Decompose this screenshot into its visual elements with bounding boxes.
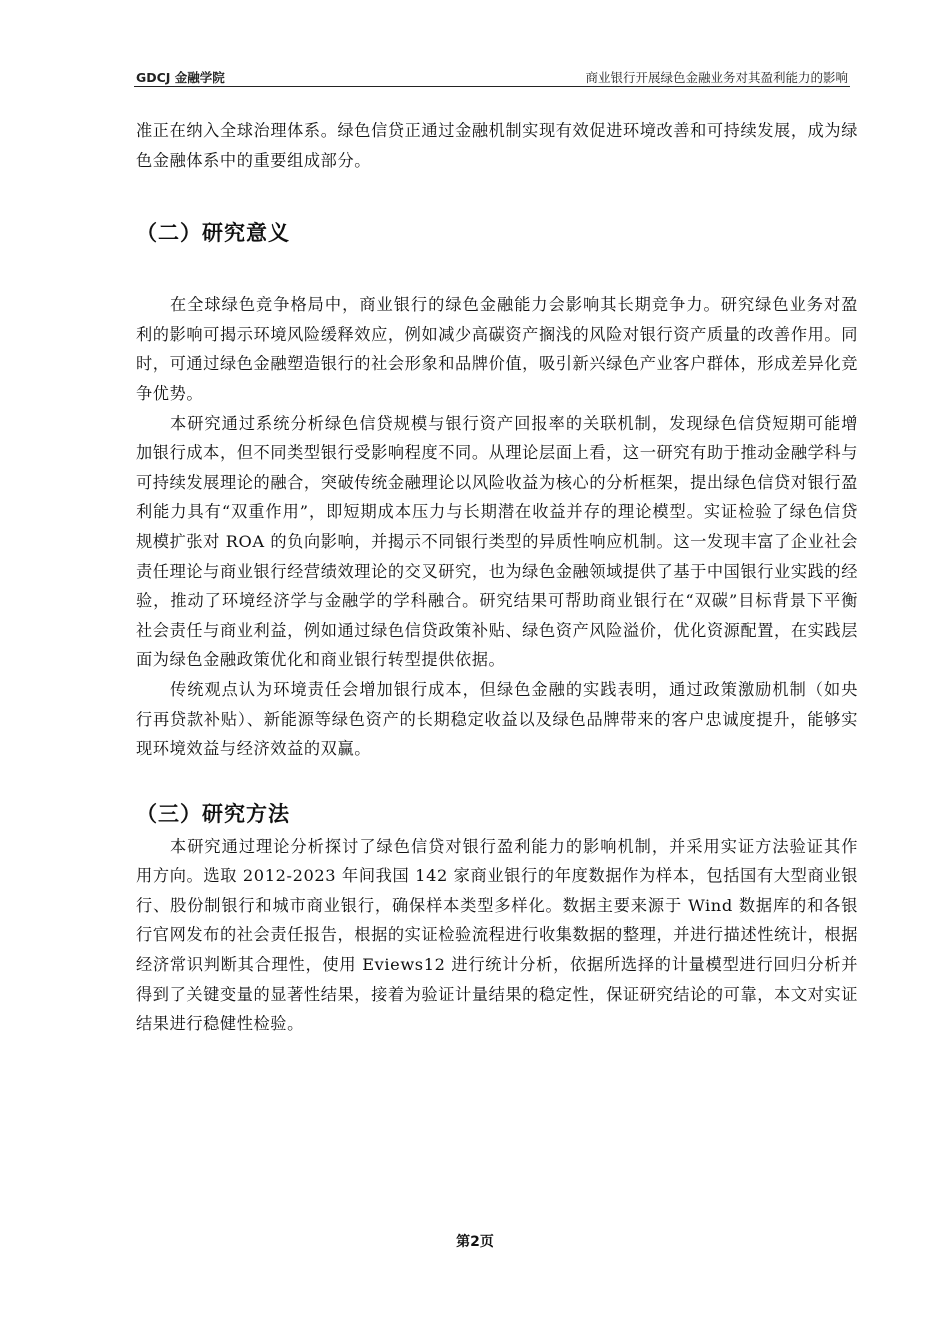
section-heading-methods: （三）研究方法: [136, 801, 290, 826]
significance-paragraph-3: 传统观点认为环境责任会增加银行成本，但绿色金融的实践表明，通过政策激励机制（如央行再贷款补贴）、新能源等绿色资产的长期稳定收益以及绿色品牌带来的客户忠诚度提升，能够实现环境效益与经济效益的双赢。: [136, 679, 858, 759]
section-heading-significance: （二）研究意义: [136, 221, 290, 246]
page-body: [136, 116, 858, 1039]
methods-paragraph-1: 本研究通过理论分析探讨了绿色信贷对银行盈利能力的影响机制，并采用实证方法验证其作用方向。选取 2012-2023 年间我国 142 家商业银行的年度数据作为样本，包括国有大型商业银行、股份制银行和城市商业银行，确保样本类型多样化。数据主要来源于 Wind 数据库的和各银行官网发布的社会责任报告，根据的实证检验流程进行收集数据的整理，并进行描述性统计，根据经济常识判断其合理性，使用 Eviews12 进行统计分析，依据所选择的计量模型进行回归分析并得到了关键变量的显著性结果，接着为验证计量结果的稳定性，保证研究结论的可靠，本文对实证结果进行稳健性检验。: [136, 836, 858, 1034]
header-thesis-title: 商业银行开展绿色金融业务对其盈利能力的影响: [585, 70, 848, 85]
intro-paragraph: 准正在纳入全球治理体系。绿色信贷正通过金融机制实现有效促进环境改善和可持续发展，成为绿色金融体系中的重要组成部分。: [136, 121, 858, 170]
page-number: 第2页: [456, 1234, 494, 1250]
significance-paragraph-1: 在全球绿色竞争格局中，商业银行的绿色金融能力会影响其长期竞争力。研究绿色业务对盈利的影响可揭示环境风险缓释效应，例如减少高碳资产搁浅的风险对银行资产质量的改善作用。同时，可通过绿色金融塑造银行的社会形象和品牌价值，吸引新兴绿色产业客户群体，形成差异化竞争优势。: [136, 295, 858, 403]
significance-paragraph-2: 本研究通过系统分析绿色信贷规模与银行资产回报率的关联机制，发现绿色信贷短期可能增加银行成本，但不同类型银行受影响程度不同。从理论层面上看，这一研究有助于推动金融学科与可持续发展理论的融合，突破传统金融理论以风险收益为核心的分析框架，提出绿色信贷对银行盈利能力具有“双重作用”，即短期成本压力与长期潜在收益并存的理论模型。实证检验了绿色信贷规模扩张对 ROA 的负向影响，并揭示不同银行类型的异质性响应机制。这一发现丰富了企业社会责任理论与商业银行经营绩效理论的交叉研究，也为绿色金融领域提供了基于中国银行业实践的经验，推动了环境经济学与金融学的学科融合。研究结果可帮助商业银行在“双碳”目标背景下平衡社会责任与商业利益，例如通过绿色信贷政策补贴、绿色资产风险溢价，优化资源配置，在实践层面为绿色金融政策优化和商业银行转型提供依据。: [136, 413, 858, 670]
header-school-name: GDCJ 金融学院: [136, 70, 225, 85]
page-header: [134, 66, 850, 87]
